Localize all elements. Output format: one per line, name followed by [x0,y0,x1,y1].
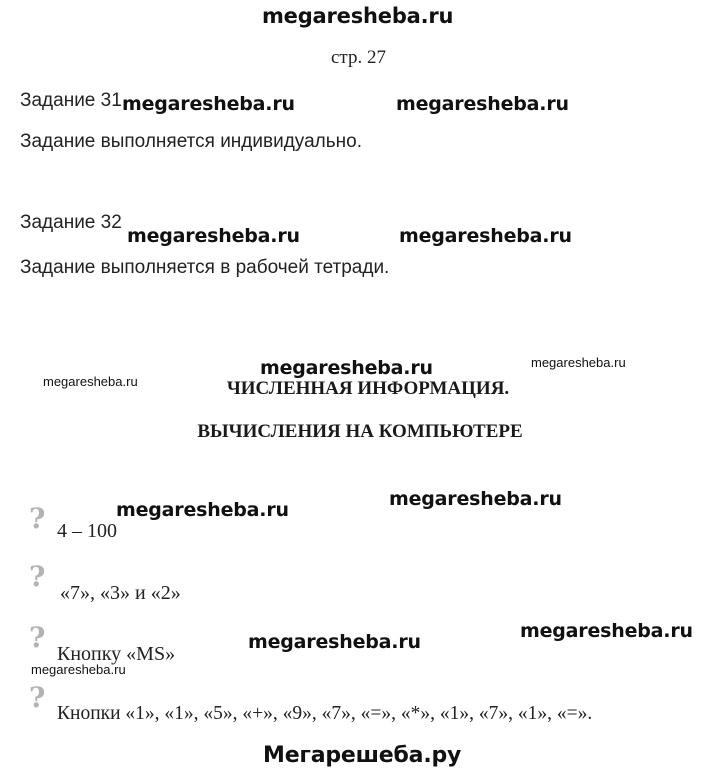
answer-3-text: Кнопку «MS» [57,643,176,665]
watermark: megaresheba.ru [260,357,433,379]
task-32-title: Задание 32 [20,212,122,233]
watermark: megaresheba.ru [520,620,693,642]
question-mark-icon: ? [29,681,46,714]
task-31-text: Задание выполняется индивидуально. [20,131,362,152]
watermark: megaresheba.ru [127,225,300,247]
task-31-title: Задание 31 [20,90,122,111]
answer-4-text: Кнопки «1», «1», «5», «+», «9», «7», «=», «*», «1», «7», «1», «=». [57,703,593,724]
watermark: megaresheba.ru [396,93,569,115]
answer-1-text: 4 – 100 [57,520,117,542]
page-number: стр. 27 [331,47,386,68]
watermark-small: megaresheba.ru [31,662,126,677]
watermark: megaresheba.ru [399,225,572,247]
question-mark-icon: ? [29,621,46,654]
question-mark-icon: ? [29,502,46,535]
footer-watermark: Мегарешеба.ру [263,743,462,768]
section-heading-line1: ЧИСЛЕННАЯ ИНФОРМАЦИЯ. [226,378,510,399]
header-watermark: megaresheba.ru [262,4,454,28]
watermark-small: megaresheba.ru [531,355,626,370]
watermark: megaresheba.ru [122,93,295,115]
watermark: megaresheba.ru [248,631,421,653]
task-32-text: Задание выполняется в рабочей тетради. [20,257,390,278]
question-mark-icon: ? [29,560,46,593]
watermark: megaresheba.ru [389,488,562,510]
watermark-small: megaresheba.ru [43,374,138,389]
section-heading-line2: ВЫЧИСЛЕНИЯ НА КОМПЬЮТЕРЕ [197,421,523,442]
answer-2-text: «7», «3» и «2» [60,582,181,604]
watermark: megaresheba.ru [116,499,289,521]
